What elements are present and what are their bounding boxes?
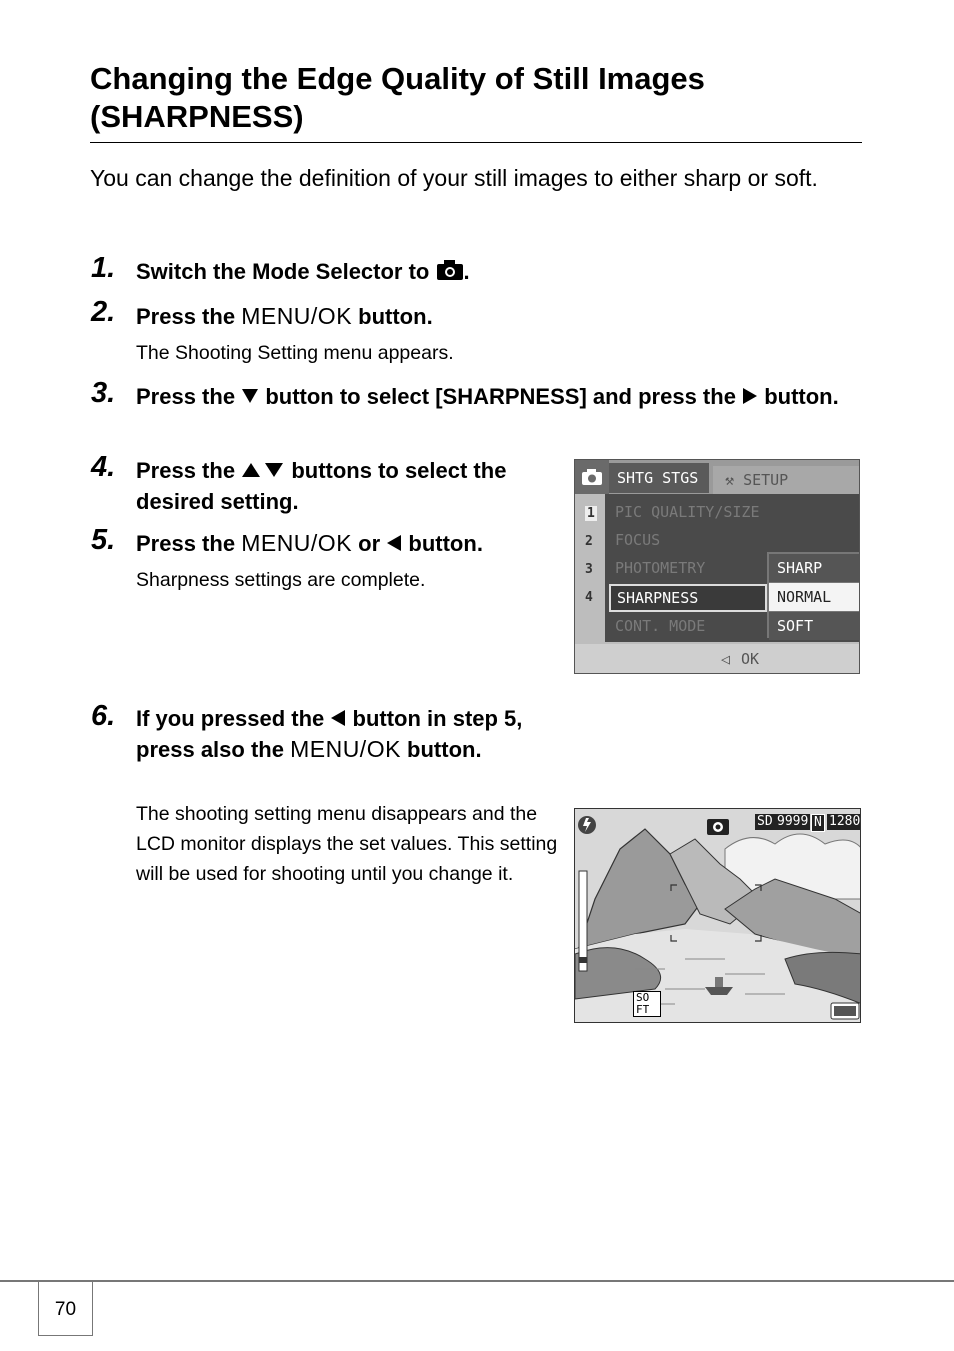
lcd-tab-shtg-stgs: SHTG STGS [609,463,709,493]
step-4-pre: Press the [136,458,236,483]
step-3-mid: button to select [SHARPNESS] and press the [265,384,736,409]
step-6-number: 6. [91,700,116,732]
lcd-sharpness-options [767,552,860,638]
step-5-text [136,528,483,559]
step-1-post: . [463,259,470,284]
step-1-pre: Switch the Mode Selector to [136,259,430,284]
lcd-page-number: 1 [587,506,595,521]
step-6-pre: If you pressed the [136,706,325,731]
image-size-indicator: 1280 [829,814,861,829]
sharpness-soft-badge: SO FT [633,991,661,1017]
step-4-number: 4. [91,451,116,483]
lcd-tab-setup [713,466,859,494]
lcd-menu-row: PIC QUALITY/SIZE [615,503,760,521]
menu-ok-button-label: MENU/OK [241,303,353,329]
down-arrow-icon [241,388,259,404]
step-2-note: The Shooting Setting menu appears. [136,342,454,364]
menu-ok-button-label: MENU/OK [290,736,401,762]
lcd-page-number: 3 [585,562,593,577]
camera-icon [436,259,464,281]
step-1-text [136,256,470,287]
lcd-option-sharp: SHARP [769,554,860,582]
page-number: 70 [38,1281,93,1336]
step-3-text [136,381,862,412]
step-1-number: 1. [91,252,116,284]
sd-card-indicator: SD [757,814,773,829]
step-2-pre: Press the [136,304,236,329]
lcd-camera-icon [575,460,609,494]
quality-indicator: N [811,814,825,832]
step-2-post: button. [358,304,433,329]
lcd-option-normal: NORMAL [769,583,860,611]
step-2-text [136,301,433,332]
step-3-number: 3. [91,377,116,409]
step-2-number: 2. [91,296,116,328]
menu-ok-button-label: MENU/OK [241,530,353,556]
step-6-post: button. [407,737,482,762]
lcd-page-number: 4 [585,590,593,605]
step-6-note: The shooting setting menu disappears and the LCD monitor displays the set values. This setting will be used for shooting until you change it. [136,803,558,885]
step-5-pre: Press the [136,531,236,556]
lcd-page-numbers [575,494,605,642]
lcd-menu-row-selected: SHARPNESS [609,584,767,612]
step-5-mid: or [358,531,381,556]
step-6-mid: button in step 5, press also the [136,706,523,762]
lcd-live-view-screenshot [574,808,861,1023]
step-6-text [136,704,556,765]
remaining-shots: 9999 [777,814,809,829]
lcd-tab-setup-label: SETUP [743,471,789,489]
left-arrow-icon [330,709,346,727]
landscape-image [575,809,861,1023]
step-5-number: 5. [91,524,116,556]
up-down-arrows-icon [241,461,285,479]
lcd-option-soft: SOFT [769,612,860,640]
lcd-menu-screenshot [574,459,860,674]
lcd-menu-row: FOCUS [615,531,661,549]
step-4-text [136,455,536,517]
intro-paragraph: You can change the definition of your still images to either sharp or soft. [90,165,818,191]
page-title: Changing the Edge Quality of Still Images (SHARPNESS) [90,60,862,143]
step-3-pre: Press the [136,384,236,409]
lcd-page-number: 2 [585,534,593,549]
lcd-menu-footer [575,644,860,674]
left-arrow-icon [386,534,402,552]
step-5-post: button. [408,531,483,556]
step-5-note: Sharpness settings are complete. [136,569,426,591]
footer-rule [0,1280,954,1282]
step-3-post: button. [764,384,839,409]
lcd-back-arrow-icon: ◁ [721,650,731,668]
step-4-post: buttons to select the desired setting. [136,458,507,514]
lcd-menu-row: PHOTOMETRY [615,559,706,577]
lcd-footer-ok: OK [741,650,760,668]
lcd-menu-row: CONT. MODE [615,617,706,635]
right-arrow-icon [742,387,758,405]
setup-tools-icon: ⚒ [725,471,744,489]
lcd-camera-tab [575,460,609,494]
